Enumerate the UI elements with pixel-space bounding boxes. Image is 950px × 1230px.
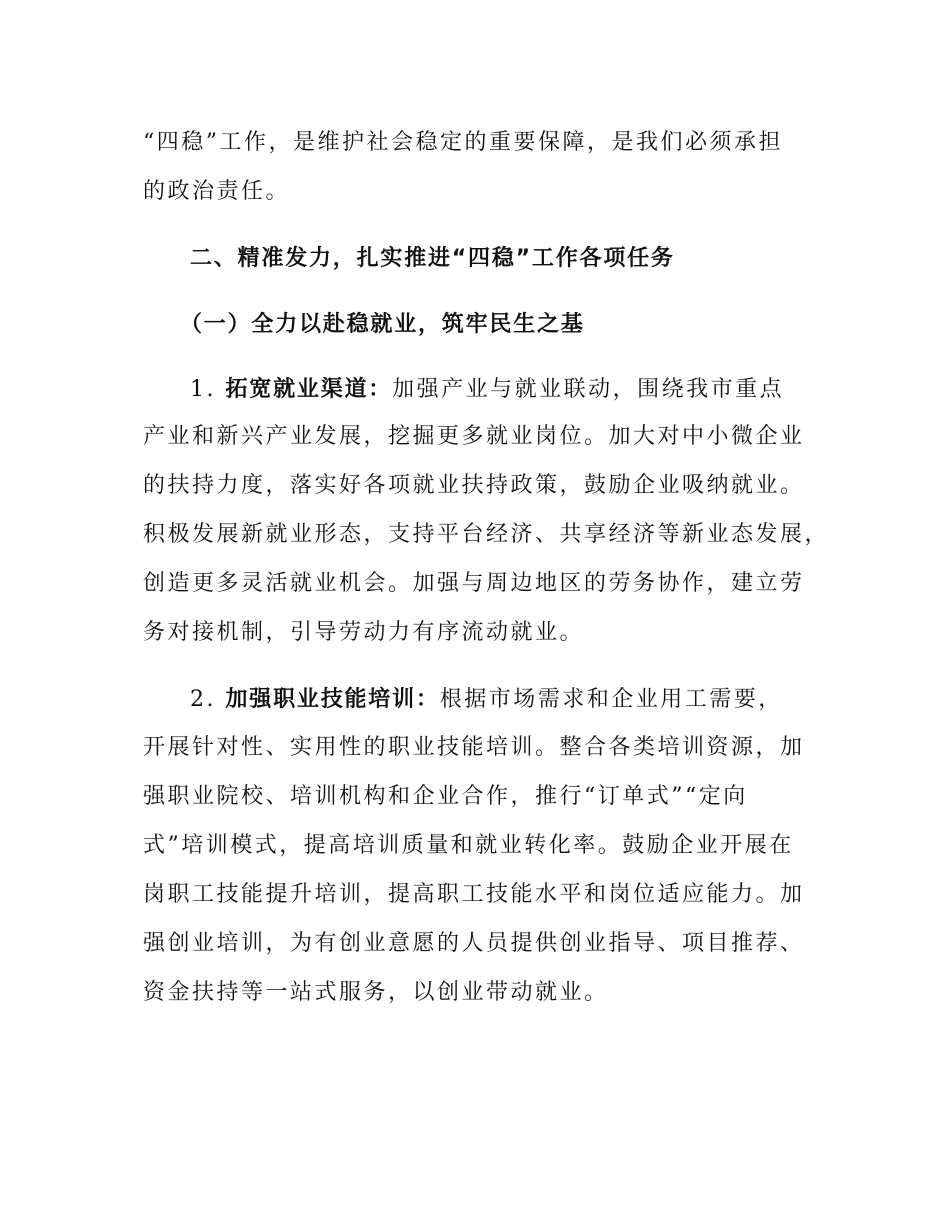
- paragraph-line: 式”培训模式，提高培训质量和就业转化率。鼓励企业开展在: [143, 833, 794, 858]
- item-2-first-line: [190, 687, 783, 713]
- paragraph-line: 资金扶持等一站式服务，以创业带动就业。: [143, 980, 609, 1005]
- item-title: 加强职业技能培训：: [225, 687, 440, 712]
- paragraph-line: 强职业院校、培训机构和企业合作，推行“订单式”“定向: [143, 784, 748, 809]
- paragraph-line: 创造更多灵活就业机会。加强与周边地区的劳务协作，建立劳: [143, 571, 805, 596]
- paragraph-line: 岗职工技能提升培训，提高职工技能水平和岗位适应能力。加: [143, 882, 805, 907]
- paragraph-line: 的扶持力度，落实好各项就业扶持政策，鼓励企业吸纳就业。: [143, 473, 805, 498]
- paragraph-line: 积极发展新就业形态，支持平台经济、共享经济等新业态发展，: [143, 522, 830, 547]
- paragraph-line: 务对接机制，引导劳动力有序流动就业。: [143, 620, 585, 645]
- intro-line: 的政治责任。: [143, 179, 291, 204]
- intro-line: “四稳”工作，是维护社会稳定的重要保障，是我们必须承担: [143, 130, 783, 155]
- item-title: 拓宽就业渠道：: [225, 377, 393, 402]
- paragraph-line: 开展针对性、实用性的职业技能培训。整合各类培训资源，加: [143, 735, 805, 760]
- item-1-first-line: [190, 377, 784, 403]
- item-number: 1.: [190, 377, 216, 402]
- paragraph-line: 强创业培训，为有创业意愿的人员提供创业指导、项目推荐、: [143, 931, 805, 956]
- subsection-heading: （一）全力以赴稳就业，筑牢民生之基: [180, 312, 585, 337]
- paragraph-line: 产业和新兴产业发展，挖掘更多就业岗位。加大对中小微企业: [143, 424, 805, 449]
- section-heading: 二、精准发力，扎实推进“四稳”工作各项任务: [190, 246, 675, 271]
- item-number: 2.: [190, 687, 216, 712]
- item-text: 加强产业与就业联动，围绕我市重点: [392, 377, 785, 402]
- item-text: 根据市场需求和企业用工需要，: [439, 687, 783, 712]
